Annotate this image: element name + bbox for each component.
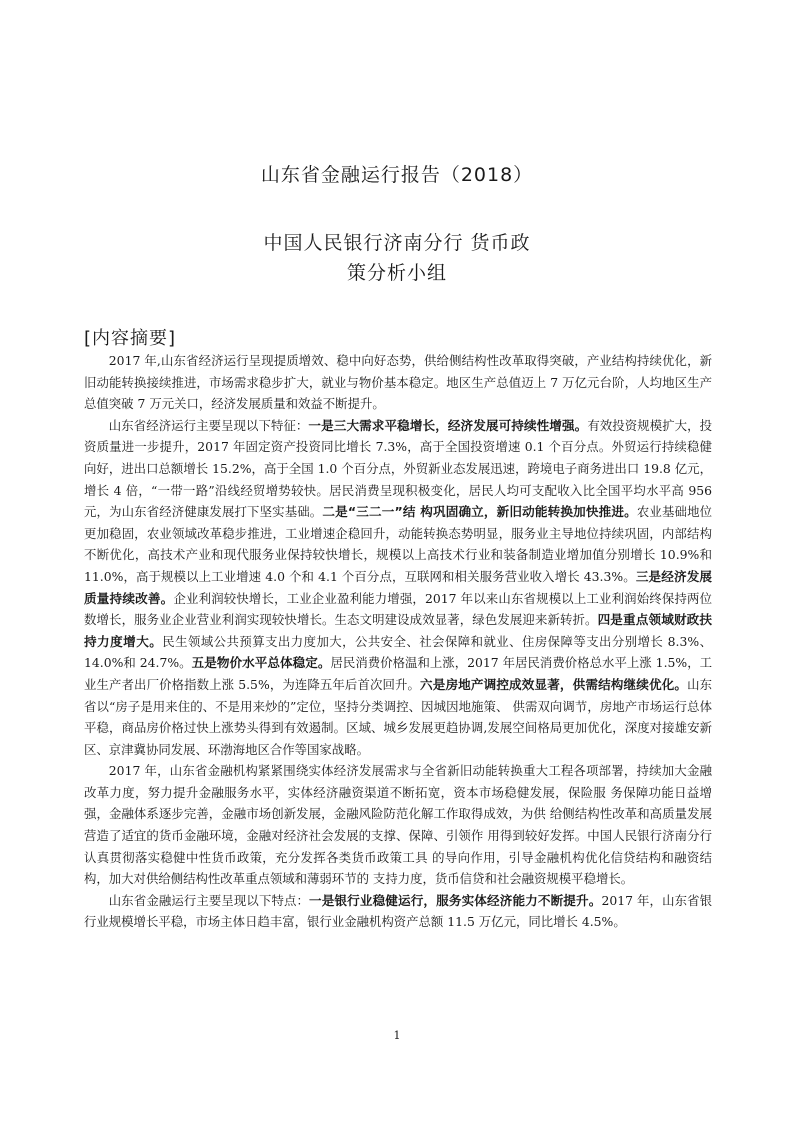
paragraph-financial-features xyxy=(84,890,712,933)
text-run: 有效投资规模扩大，投资质量进一步提升，2017 年固定资产投资同比增长 7.3%，高于全国投资增速 0.1 个百分点。外贸运行持续稳健向好，进出口总额增长 15.2%，高于全国 1.0 个百分点，外贸新业态发展迅速，跨境电子商务进出口 19.8 亿元，增长 4 倍，“一带一路”沿线经贸增势较快。居民消费呈现积极变化，居民人均可支配收入比全国平均水平高 956 元，为山东省经济健康发展打下坚实基础。 xyxy=(84,417,713,520)
text-run: 山东省金融运行主要呈现以下特点： xyxy=(108,892,309,908)
paragraph-financial-institutions: 2017 年，山东省金融机构紧紧围绕实体经济发展需求与全省新旧动能转换重大工程各项部署，持续加大金融改革力度，努力提升金融服务水平，实体经济融资渠道不断拓宽，资本市场稳健发展，保险服 务保障功能日益增强，金融体系逐步完善，金融市场创新发展，金融风险防范化解工作取得成效，为供 给侧结构性改革和高质量发展营造了适宜的货币金融环境，金融对经济社会发展的支撑、保障、引领作 用得到较好发挥。中国人民银行济南分行认真贯彻落实稳健中性货币政策，充分发挥各类货币政策工具 的导向作用，引导金融机构优化信贷结构和融资结构，加大对供给侧结构性改革重点领域和薄弱环节的 支持力度，货币信贷和社会融资规模平稳增长。 xyxy=(84,763,712,887)
key-point-1: 一是三大需求平稳增长，经济发展可持续性增强。 xyxy=(308,417,588,433)
author-line-1: 中国人民银行济南分行 货币政 xyxy=(263,232,531,254)
author-line-2: 策分析小组 xyxy=(346,262,447,284)
key-point-6: 六是房地产调控成效显著，供需结构继续优化。 xyxy=(420,676,688,692)
text-run: 农业基础地位更加稳固，农业领域改革稳步推进，工业增速企稳回升，动能转换态势明显，服务业主导地位持续巩固，内部结构不断优化，高技术产业和现代服务业保持较快增长，规模以上高技术行业和装备制造业增加值分别增长 10.9%和 11.0%，高于规模以上工业增速 4.0 个和 4.1 个百分点，互联网和相关服务营业收入增长 43.3%。 xyxy=(84,504,712,584)
report-title: 山东省金融运行报告（2018） xyxy=(260,164,534,186)
key-point-4: 四是重点领域财政扶持力度增大。 xyxy=(84,612,713,649)
text-run: 企业利润较快增长，工业企业盈利能力增强，2017 年以来山东省规模以上工业利润始终保持两位数增长，服务业企业营业利润实现较快增长。生态文明建设成效显著，绿色发展迎来新转折。 xyxy=(84,590,712,628)
text-run: 居民消费价格温和上涨，2017 年居民消费价格总水平上涨 1.5%，工业生产者出厂价格指数上涨 5.5%，为连降五年后首次回升。 xyxy=(84,655,713,692)
page-number: 1 xyxy=(393,1029,401,1042)
text-run: 2017 年，山东省银行业规模增长平稳，市场主体日趋丰富，银行业金融机构资产总额 11.5 万亿元，同比增长 4.5%。 xyxy=(84,892,712,930)
abstract-body xyxy=(84,350,712,933)
text-run: 民生领域公共预算支出力度加大，公共安全、社会保障和就业、住房保障等支出分别增长 8.3%、14.0%和 24.7%。 xyxy=(84,633,712,671)
key-point-3: 三是经济发展质量持续改善。 xyxy=(84,568,713,606)
author-block xyxy=(0,228,794,288)
paragraph-overview: 2017 年,山东省经济运行呈现提质增效、稳中向好态势，供给侧结构性改革取得突破，产业结构持续优化，新旧动能转换接续推进，市场需求稳步扩大，就业与物价基本稳定。地区生产总值迈上 7 万亿元台阶，人均地区生产总值突破 7 万元关口，经济发展质量和效益不断提升。 xyxy=(84,353,712,412)
text-run: 山东省以“房子是用来住的、不是用来炒的”定位，坚持分类调控、因城因地施策、 供需双向调节，房地产市场运行总体平稳，商品房价格过快上涨势头得到有效遏制。区域、城乡发展更趋协调,发展空间格局更加优化，深度对接雄安新区、京津冀协同发展、环渤海地区合作等国家战略。 xyxy=(84,676,713,757)
paragraph-economic-features xyxy=(84,415,712,761)
key-point-2: 二是“三二一”结 构巩固确立，新旧动能转换加快推进。 xyxy=(322,504,637,520)
key-point-5: 五是物价水平总体稳定。 xyxy=(191,655,331,671)
key-point-banking: 一是银行业稳健运行，服务实体经济能力不断提升。 xyxy=(309,892,602,908)
text-run: 山东省经济运行主要呈现以下特征： xyxy=(108,417,309,433)
abstract-heading: [内容摘要] xyxy=(84,328,177,349)
